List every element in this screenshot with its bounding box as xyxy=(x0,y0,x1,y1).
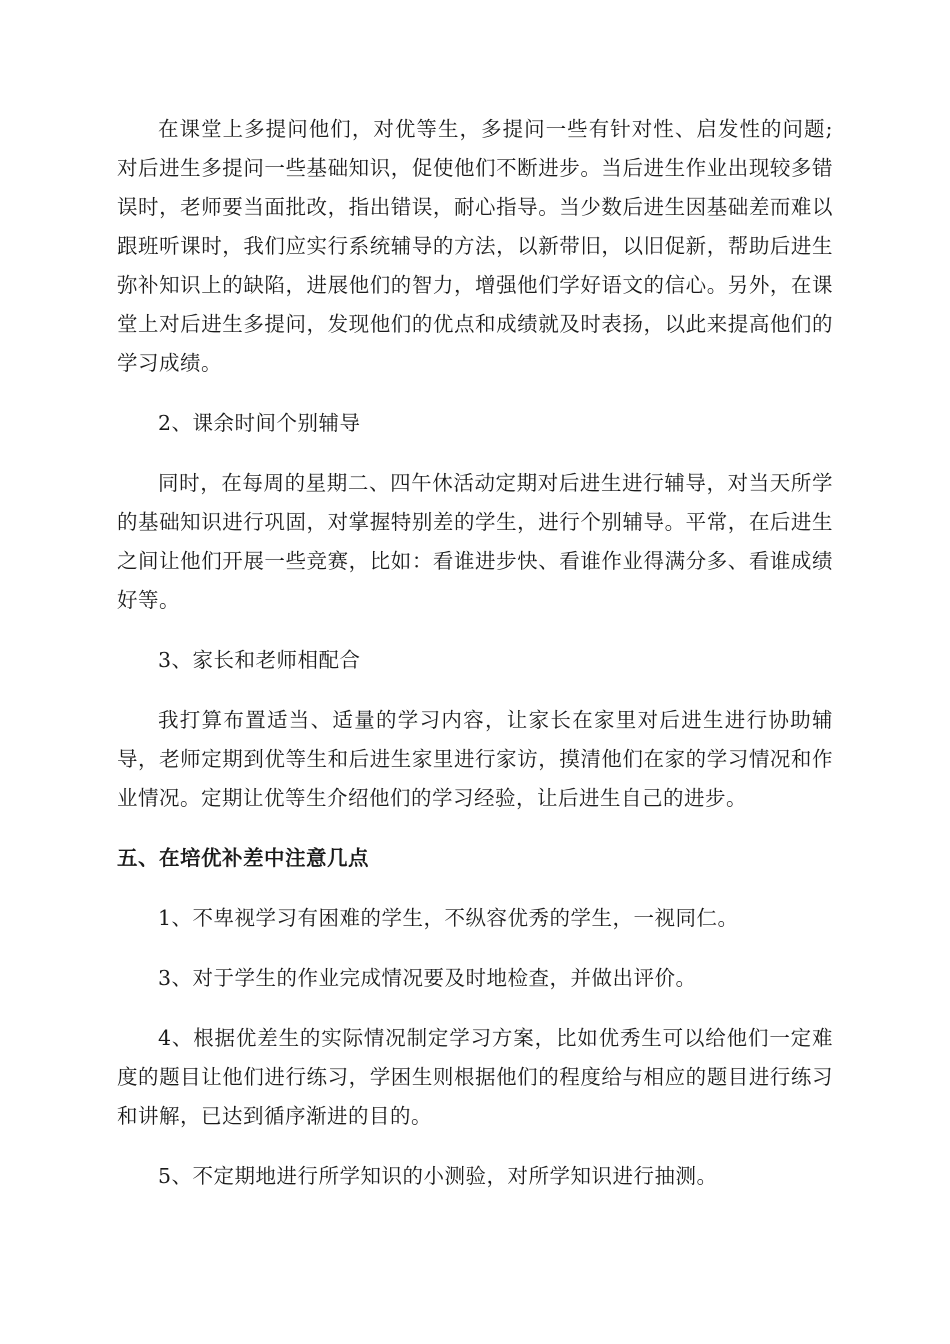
item-after-class-tutoring: 2、课余时间个别辅导 xyxy=(158,411,361,435)
paragraph-weekly-tutoring: 同时，在每周的星期二、四午休活动定期对后进生进行辅导，对当天所学的基础知识进行巩固，对掌握特别差的学生，进行个别辅导。平常，在后进生之间让他们开展一些竞赛，比如：看谁进步快、看谁作业得满分多、看谁成绩好等。 xyxy=(117,471,833,612)
paragraph-home-visits: 我打算布置适当、适量的学习内容，让家长在家里对后进生进行协助辅导，老师定期到优等生和后进生家里进行家访，摸清他们在家的学习情况和作业情况。定期让优等生介绍他们的学习经验，让后进生自己的进步。 xyxy=(117,708,833,810)
point-one: 1、不卑视学习有困难的学生，不纵容优秀的学生，一视同仁。 xyxy=(158,906,739,930)
section-heading-five: 五、在培优补差中注意几点 xyxy=(117,846,369,870)
point-four: 4、根据优差生的实际情况制定学习方案，比如优秀生可以给他们一定难度的题目让他们进行练习，学困生则根据他们的程度给与相应的题目进行练习和讲解，已达到循序渐进的目的。 xyxy=(117,1026,833,1128)
paragraph-classroom-questions: 在课堂上多提问他们，对优等生，多提问一些有针对性、启发性的问题;对后进生多提问一些基础知识，促使他们不断进步。当后进生作业出现较多错误时，老师要当面批改，指出错误，耐心指导。当少数后进生因基础差而难以跟班听课时，我们应实行系统辅导的方法，以新带旧，以旧促新，帮助后进生弥补知识上的缺陷，进展他们的智力，增强他们学好语文的信心。另外，在课堂上对后进生多提问，发现他们的优点和成绩就及时表扬，以此来提高他们的学习成绩。 xyxy=(117,117,833,375)
point-three: 3、对于学生的作业完成情况要及时地检查，并做出评价。 xyxy=(158,966,697,990)
document-body xyxy=(117,110,833,1217)
item-parent-teacher-cooperation: 3、家长和老师相配合 xyxy=(158,648,361,672)
point-five: 5、不定期地进行所学知识的小测验，对所学知识进行抽测。 xyxy=(158,1164,718,1188)
